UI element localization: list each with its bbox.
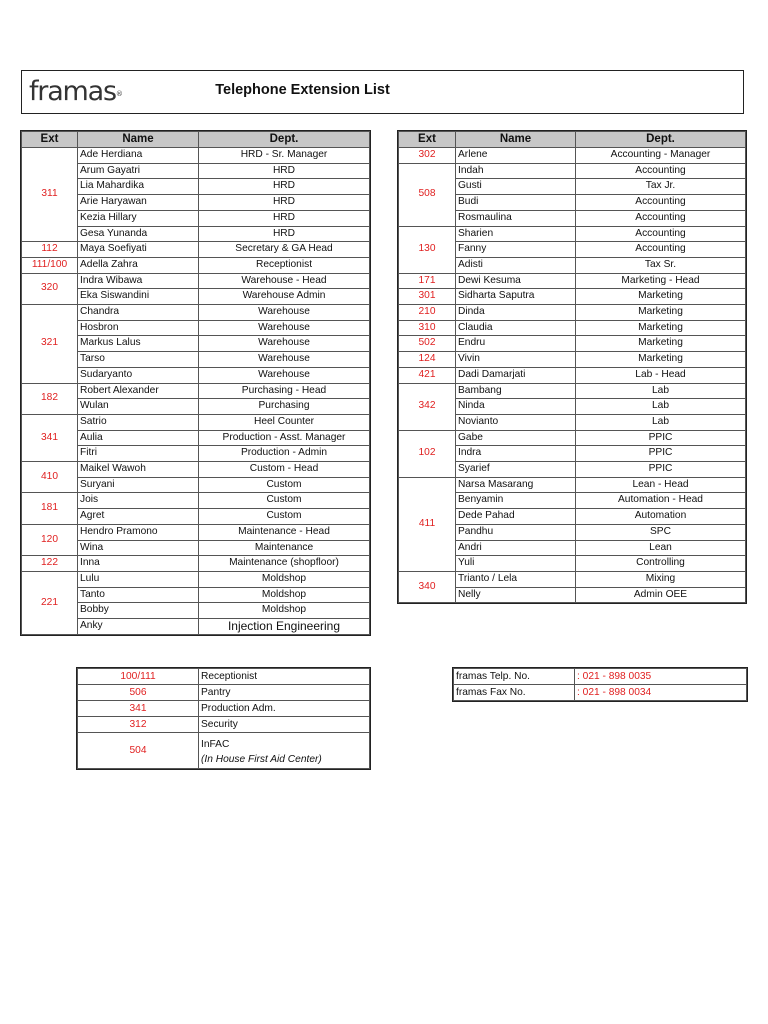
- table-row: [22, 462, 370, 478]
- employee-name: Dede Pahad: [456, 509, 576, 525]
- department: Receptionist: [199, 257, 370, 273]
- department: Lab: [576, 414, 746, 430]
- service-label: [199, 701, 370, 717]
- table-row: [22, 257, 370, 273]
- department: Production - Admin: [199, 446, 370, 462]
- extension-number[interactable]: 120: [22, 524, 78, 555]
- table-row: [78, 717, 370, 733]
- extension-number[interactable]: 341: [22, 414, 78, 461]
- employee-name: Ade Herdiana: [78, 148, 199, 164]
- department: PPIC: [576, 462, 746, 478]
- extension-number[interactable]: 111/100: [22, 257, 78, 273]
- employee-name: Indra Wibawa: [78, 273, 199, 289]
- framas-logo: framas®: [29, 76, 123, 107]
- employee-name: Benyamin: [456, 493, 576, 509]
- department: Production - Asst. Manager: [199, 430, 370, 446]
- department: Custom: [199, 493, 370, 509]
- table-row: [78, 733, 370, 769]
- employee-name: Markus Lalus: [78, 336, 199, 352]
- department: HRD: [199, 195, 370, 211]
- extension-number[interactable]: 321: [22, 305, 78, 384]
- col-header-name: Name: [78, 132, 199, 148]
- employee-name: Arie Haryawan: [78, 195, 199, 211]
- employee-name: Dinda: [456, 305, 576, 321]
- employee-name: Narsa Masarang: [456, 477, 576, 493]
- employee-name: Arlene: [456, 148, 576, 164]
- department: Warehouse: [199, 320, 370, 336]
- extension-number[interactable]: 181: [22, 493, 78, 524]
- employee-name: Inna: [78, 556, 199, 572]
- table-row: [399, 571, 746, 587]
- employee-name: Adisti: [456, 257, 576, 273]
- department: Marketing: [576, 320, 746, 336]
- department: Warehouse: [199, 305, 370, 321]
- department: HRD: [199, 226, 370, 242]
- department: Lean: [576, 540, 746, 556]
- extension-number[interactable]: 410: [22, 462, 78, 493]
- service-label: [199, 717, 370, 733]
- department: PPIC: [576, 446, 746, 462]
- extension-table-left: [21, 131, 370, 635]
- employee-name: Ninda: [456, 399, 576, 415]
- extension-number[interactable]: 342: [399, 383, 456, 430]
- extension-number[interactable]: 130: [399, 226, 456, 273]
- table-row: [22, 383, 370, 399]
- department: Moldshop: [199, 587, 370, 603]
- department: SPC: [576, 524, 746, 540]
- table-row: [399, 273, 746, 289]
- table-row: [399, 226, 746, 242]
- employee-name: Vivin: [456, 352, 576, 368]
- table-row: [399, 383, 746, 399]
- extension-number[interactable]: 411: [399, 477, 456, 571]
- employee-name: Lulu: [78, 571, 199, 587]
- extension-number[interactable]: 312: [78, 717, 199, 733]
- employee-name: Eka Siswandini: [78, 289, 199, 305]
- service-label: [199, 733, 370, 769]
- col-header-name: Name: [456, 132, 576, 148]
- department: Tax Jr.: [576, 179, 746, 195]
- extension-number[interactable]: 502: [399, 336, 456, 352]
- page-title: Telephone Extension List: [215, 82, 390, 98]
- extension-number[interactable]: 311: [22, 148, 78, 242]
- extension-number[interactable]: 124: [399, 352, 456, 368]
- table-row: [399, 430, 746, 446]
- employee-name: Hosbron: [78, 320, 199, 336]
- department: Tax Sr.: [576, 257, 746, 273]
- department: Lean - Head: [576, 477, 746, 493]
- employee-name: Sidharta Saputra: [456, 289, 576, 305]
- col-header-dept: Dept.: [576, 132, 746, 148]
- employee-name: Maya Soefiyati: [78, 242, 199, 258]
- department: Lab - Head: [576, 367, 746, 383]
- employee-name: Fitri: [78, 446, 199, 462]
- page-header: [21, 70, 744, 114]
- employee-name: Sudaryanto: [78, 367, 199, 383]
- extension-number[interactable]: 221: [22, 571, 78, 634]
- employee-name: Wulan: [78, 399, 199, 415]
- department: Maintenance - Head: [199, 524, 370, 540]
- employee-name: Wina: [78, 540, 199, 556]
- table-row: [399, 305, 746, 321]
- department: Moldshop: [199, 571, 370, 587]
- employee-name: Anky: [78, 619, 199, 635]
- department: Warehouse Admin: [199, 289, 370, 305]
- department: Maintenance: [199, 540, 370, 556]
- employee-name: Fanny: [456, 242, 576, 258]
- employee-name: Maikel Wawoh: [78, 462, 199, 478]
- employee-name: Hendro Pramono: [78, 524, 199, 540]
- contact-label: framas Fax No.: [454, 685, 575, 701]
- department: Marketing: [576, 336, 746, 352]
- department: HRD: [199, 163, 370, 179]
- employee-name: Adella Zahra: [78, 257, 199, 273]
- extension-number[interactable]: 320: [22, 273, 78, 304]
- department: Custom: [199, 477, 370, 493]
- employee-name: Trianto / Lela: [456, 571, 576, 587]
- department: Purchasing: [199, 399, 370, 415]
- service-name: Pantry: [201, 687, 231, 698]
- col-header-ext: Ext: [399, 132, 456, 148]
- department: Controlling: [576, 556, 746, 572]
- department: Warehouse: [199, 352, 370, 368]
- service-subtitle: (In House First Aid Center): [201, 753, 322, 765]
- department: Purchasing - Head: [199, 383, 370, 399]
- employee-name: Kezia Hillary: [78, 210, 199, 226]
- table-row: [399, 163, 746, 179]
- employee-name: Indra: [456, 446, 576, 462]
- extension-number[interactable]: 301: [399, 289, 456, 305]
- table-row: [399, 148, 746, 164]
- table-row: [399, 336, 746, 352]
- employee-name: Tanto: [78, 587, 199, 603]
- extension-table-right: [398, 131, 746, 603]
- employee-name: Budi: [456, 195, 576, 211]
- extension-number[interactable]: 504: [78, 733, 199, 769]
- employee-name: Chandra: [78, 305, 199, 321]
- contact-number[interactable]: : 021 - 898 0034: [575, 685, 747, 701]
- extension-number[interactable]: 341: [78, 701, 199, 717]
- employee-name: Yuli: [456, 556, 576, 572]
- employee-name: Tarso: [78, 352, 199, 368]
- department: Heel Counter: [199, 414, 370, 430]
- department: Custom - Head: [199, 462, 370, 478]
- col-header-dept: Dept.: [199, 132, 370, 148]
- table-row: [399, 320, 746, 336]
- department: HRD: [199, 179, 370, 195]
- extension-number[interactable]: 508: [399, 163, 456, 226]
- department: Accounting - Manager: [576, 148, 746, 164]
- table-row: [22, 305, 370, 321]
- table-row: [22, 524, 370, 540]
- table-row: [22, 493, 370, 509]
- contact-number[interactable]: : 021 - 898 0035: [575, 669, 747, 685]
- employee-name: Andri: [456, 540, 576, 556]
- department: Moldshop: [199, 603, 370, 619]
- employee-name: Endru: [456, 336, 576, 352]
- extension-number[interactable]: 340: [399, 571, 456, 602]
- department: Secretary & GA Head: [199, 242, 370, 258]
- department: Marketing: [576, 289, 746, 305]
- extension-number[interactable]: 506: [78, 685, 199, 701]
- department: HRD - Sr. Manager: [199, 148, 370, 164]
- extension-number[interactable]: 421: [399, 367, 456, 383]
- department: Maintenance (shopfloor): [199, 556, 370, 572]
- employee-name: Indah: [456, 163, 576, 179]
- employee-name: Arum Gayatri: [78, 163, 199, 179]
- employee-name: Lia Mahardika: [78, 179, 199, 195]
- employee-name: Gusti: [456, 179, 576, 195]
- contact-label: framas Telp. No.: [454, 669, 575, 685]
- employee-name: Syarief: [456, 462, 576, 478]
- service-name: Receptionist: [201, 671, 258, 682]
- service-name: InFAC: [201, 738, 230, 750]
- department: Accounting: [576, 210, 746, 226]
- department: Warehouse - Head: [199, 273, 370, 289]
- col-header-ext: Ext: [22, 132, 78, 148]
- department: Admin OEE: [576, 587, 746, 603]
- extension-number[interactable]: 310: [399, 320, 456, 336]
- employee-name: Dadi Damarjati: [456, 367, 576, 383]
- table-row: [22, 242, 370, 258]
- extension-number[interactable]: 122: [22, 556, 78, 572]
- service-label: [199, 685, 370, 701]
- service-extensions-table: [77, 668, 370, 769]
- employee-name: Pandhu: [456, 524, 576, 540]
- employee-name: Gabe: [456, 430, 576, 446]
- service-label: [199, 669, 370, 685]
- department: Marketing - Head: [576, 273, 746, 289]
- department: Automation - Head: [576, 493, 746, 509]
- table-row: [22, 148, 370, 164]
- table-row: [399, 477, 746, 493]
- employee-name: Sharien: [456, 226, 576, 242]
- employee-name: Rosmaulina: [456, 210, 576, 226]
- department: Marketing: [576, 352, 746, 368]
- company-contacts-table: [453, 668, 747, 701]
- employee-name: Nelly: [456, 587, 576, 603]
- employee-name: Suryani: [78, 477, 199, 493]
- employee-name: Bobby: [78, 603, 199, 619]
- employee-name: Bambang: [456, 383, 576, 399]
- table-row: [399, 367, 746, 383]
- table-row: [399, 289, 746, 305]
- extension-number[interactable]: 302: [399, 148, 456, 164]
- department: Accounting: [576, 226, 746, 242]
- department: Accounting: [576, 163, 746, 179]
- department: Custom: [199, 509, 370, 525]
- service-name: Production Adm.: [201, 703, 276, 714]
- extension-number[interactable]: 100/111: [78, 669, 199, 685]
- employee-name: Jois: [78, 493, 199, 509]
- table-row: [22, 414, 370, 430]
- extension-number[interactable]: 210: [399, 305, 456, 321]
- employee-name: Novianto: [456, 414, 576, 430]
- table-row: [78, 701, 370, 717]
- department: PPIC: [576, 430, 746, 446]
- table-row: [454, 685, 747, 701]
- department: Mixing: [576, 571, 746, 587]
- department: Injection Engineering: [199, 619, 370, 635]
- department: Warehouse: [199, 367, 370, 383]
- extension-number[interactable]: 182: [22, 383, 78, 414]
- employee-name: Aulia: [78, 430, 199, 446]
- table-row: [22, 556, 370, 572]
- employee-name: Robert Alexander: [78, 383, 199, 399]
- extension-number[interactable]: 171: [399, 273, 456, 289]
- department: Warehouse: [199, 336, 370, 352]
- employee-name: Claudia: [456, 320, 576, 336]
- department: Lab: [576, 383, 746, 399]
- table-row: [22, 571, 370, 587]
- service-name: Security: [201, 719, 238, 730]
- department: Accounting: [576, 242, 746, 258]
- extension-number[interactable]: 102: [399, 430, 456, 477]
- employee-name: Gesa Yunanda: [78, 226, 199, 242]
- table-row: [399, 352, 746, 368]
- employee-name: Dewi Kesuma: [456, 273, 576, 289]
- table-row: [78, 685, 370, 701]
- department: Lab: [576, 399, 746, 415]
- table-row: [78, 669, 370, 685]
- extension-number[interactable]: 112: [22, 242, 78, 258]
- employee-name: Agret: [78, 509, 199, 525]
- department: Accounting: [576, 195, 746, 211]
- table-row: [22, 273, 370, 289]
- employee-name: Satrio: [78, 414, 199, 430]
- department: Marketing: [576, 305, 746, 321]
- department: HRD: [199, 210, 370, 226]
- department: Automation: [576, 509, 746, 525]
- table-row: [454, 669, 747, 685]
